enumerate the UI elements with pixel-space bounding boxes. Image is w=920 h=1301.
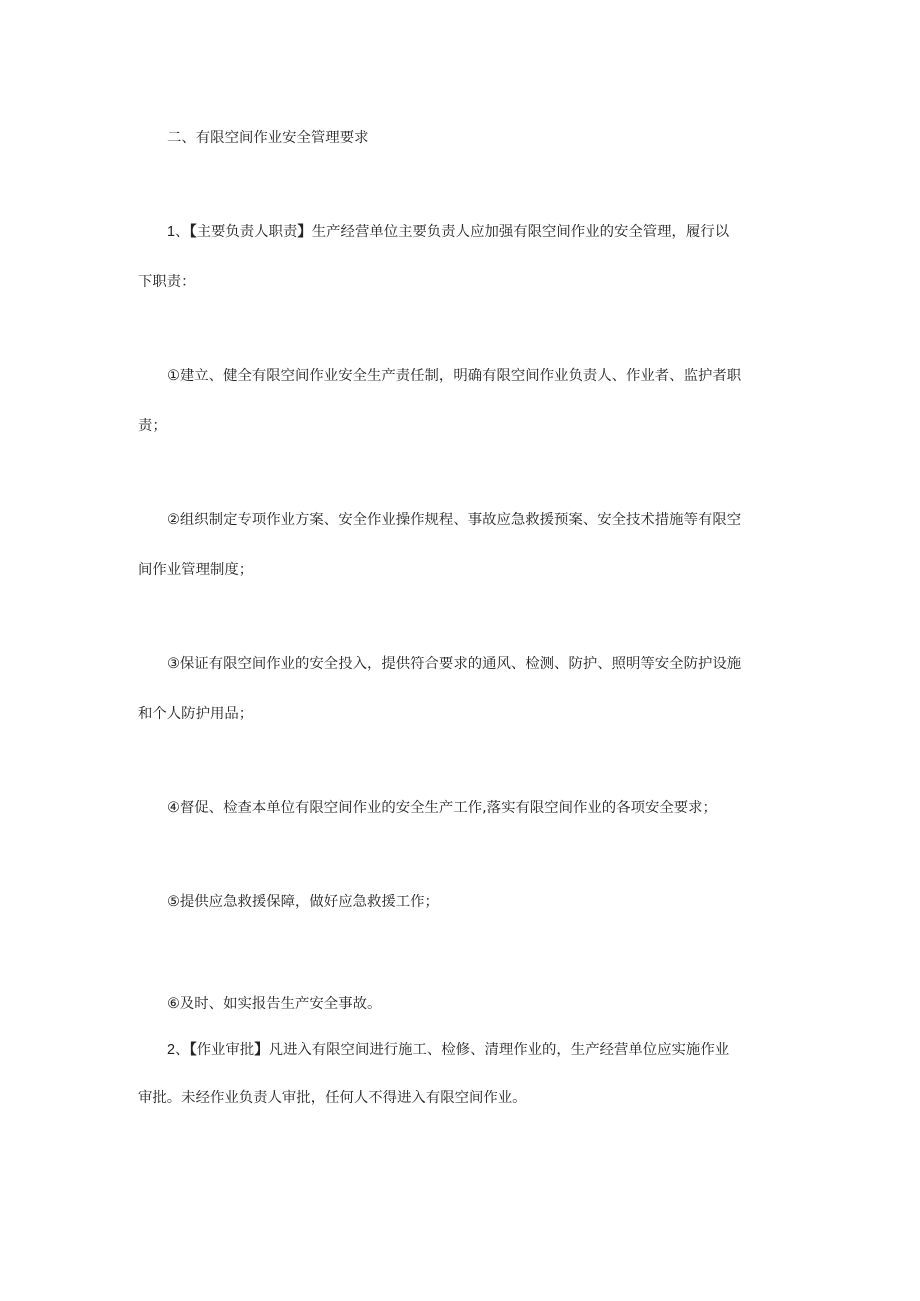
section-heading: 二、有限空间作业安全管理要求	[167, 130, 369, 146]
duty-5-line-1: ⑤提供应急救援保障，做好应急救援工作；	[167, 894, 439, 910]
duty-1-line-1: ①建立、健全有限空间作业安全生产责任制，明确有限空间作业负责人、作业者、监护者职	[167, 368, 742, 384]
item-1-title: 主要负责人职责	[196, 224, 298, 240]
item-2-line-2: 审批。未经作业负责人审批，任何人不得进入有限空间作业。	[138, 1090, 527, 1106]
item-2-line-1	[167, 1040, 729, 1060]
item-1-number: 1、	[167, 224, 190, 240]
duty-4-line-1: ④督促、检查本单位有限空间作业的安全生产工作,落实有限空间作业的各项安全要求；	[167, 800, 717, 816]
item-1-bracket-close: 】	[297, 224, 312, 240]
duty-3-line-2: 和个人防护用品；	[138, 706, 254, 722]
item-2-title: 作业审批	[196, 1042, 255, 1058]
item-1-line-2: 下职责：	[138, 274, 196, 290]
duty-2-line-1: ②组织制定专项作业方案、安全作业操作规程、事故应急救援预案、安全技术措施等有限空	[167, 512, 742, 528]
item-1-line-1	[167, 222, 729, 242]
duty-1-line-2: 责；	[138, 418, 167, 434]
item-2-text: 凡进入有限空间进行施工、检修、清理作业的，生产经营单位应实施作业	[268, 1042, 730, 1058]
duty-6-line-1: ⑥及时、如实报告生产安全事故。	[167, 996, 382, 1012]
duty-2-line-2: 间作业管理制度；	[138, 562, 254, 578]
duty-3-line-1: ③保证有限空间作业的安全投入，提供符合要求的通风、检测、防护、照明等安全防护设施	[167, 656, 742, 672]
item-2-bracket-open: 【	[189, 1042, 197, 1058]
item-1-bracket-open: 【	[189, 224, 197, 240]
item-1-text: 生产经营单位主要负责人应加强有限空间作业的安全管理，履行以	[311, 224, 730, 240]
item-2-number: 2、	[167, 1042, 190, 1058]
item-2-bracket-close: 】	[254, 1042, 269, 1058]
